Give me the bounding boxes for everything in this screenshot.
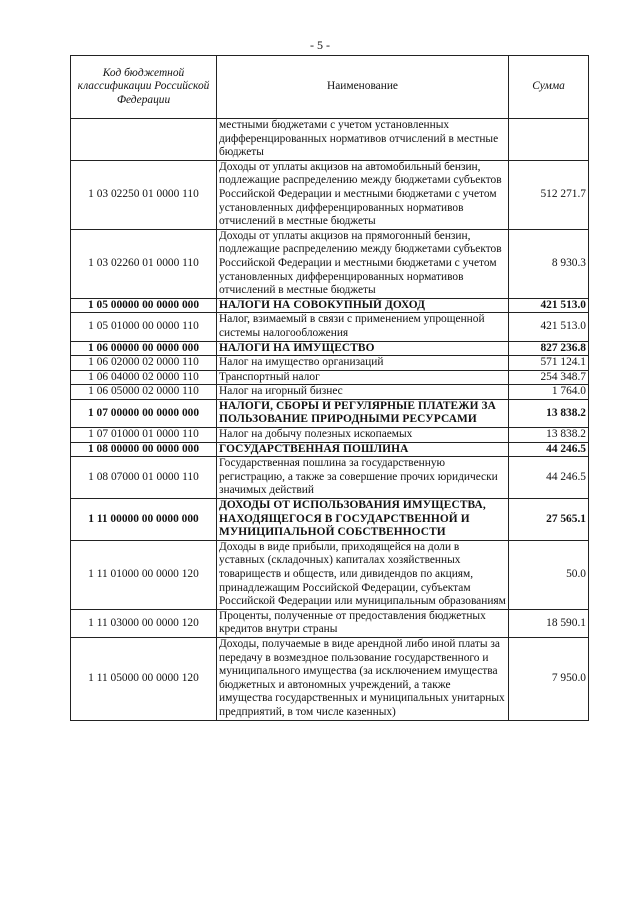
code-cell: 1 07 01000 01 0000 110	[71, 428, 217, 443]
name-cell: Транспортный налог	[217, 370, 509, 385]
page-number: - 5 -	[310, 38, 330, 52]
sum-cell: 7 950.0	[509, 637, 589, 720]
table-row	[71, 370, 589, 385]
table-row	[71, 399, 589, 427]
name-cell: НАЛОГИ, СБОРЫ И РЕГУЛЯРНЫЕ ПЛАТЕЖИ ЗА ПОЛЬЗОВАНИЕ ПРИРОДНЫМИ РЕСУРСАМИ	[217, 399, 509, 427]
table-row	[71, 457, 589, 499]
name-cell: Налог, взимаемый в связи с применением упрощенной системы налогообложения	[217, 313, 509, 341]
table-row	[71, 385, 589, 400]
table-row	[71, 428, 589, 443]
name-cell: Доходы в виде прибыли, приходящейся на доли в уставных (складочных) капиталах хозяйственных товариществ и обществ, или дивидендов по акциям, принадлежащим Российской Федерации, субъектам Российской Федерации или муниципальным образованиям	[217, 540, 509, 609]
sum-cell: 13 838.2	[509, 399, 589, 427]
code-cell: 1 08 07000 01 0000 110	[71, 457, 217, 499]
name-cell: местными бюджетами с учетом установленных дифференцированных нормативов отчислений в местные бюджеты	[217, 119, 509, 161]
header-sum: Сумма	[509, 56, 589, 119]
name-cell: ДОХОДЫ ОТ ИСПОЛЬЗОВАНИЯ ИМУЩЕСТВА, НАХОДЯЩЕГОСЯ В ГОСУДАРСТВЕННОЙ И МУНИЦИПАЛЬНОЙ СОБСТВЕННОСТИ	[217, 499, 509, 541]
table-row	[71, 298, 589, 313]
sum-cell: 512 271.7	[509, 160, 589, 229]
sum-cell: 571 124.1	[509, 356, 589, 371]
table-row	[71, 313, 589, 341]
code-cell: 1 11 05000 00 0000 120	[71, 637, 217, 720]
name-cell: Государственная пошлина за государственную регистрацию, а также за совершение прочих юридически значимых действий	[217, 457, 509, 499]
sum-cell: 44 246.5	[509, 457, 589, 499]
code-cell: 1 06 05000 02 0000 110	[71, 385, 217, 400]
sum-cell: 827 236.8	[509, 341, 589, 356]
name-cell: Налог на добычу полезных ископаемых	[217, 428, 509, 443]
sum-cell: 421 513.0	[509, 298, 589, 313]
sum-cell: 50.0	[509, 540, 589, 609]
sum-cell: 44 246.5	[509, 442, 589, 457]
table-row	[71, 119, 589, 161]
code-cell: 1 05 00000 00 0000 000	[71, 298, 217, 313]
table-row	[71, 356, 589, 371]
table-header-row	[71, 56, 589, 119]
code-cell: 1 08 00000 00 0000 000	[71, 442, 217, 457]
header-code: Код бюджетной классификации Российской Федерации	[71, 56, 217, 119]
code-cell: 1 03 02260 01 0000 110	[71, 229, 217, 298]
code-cell: 1 05 01000 00 0000 110	[71, 313, 217, 341]
code-cell	[71, 119, 217, 161]
code-cell: 1 06 02000 02 0000 110	[71, 356, 217, 371]
code-cell: 1 11 03000 00 0000 120	[71, 609, 217, 637]
name-cell: Доходы от уплаты акцизов на автомобильный бензин, подлежащие распределению между бюджетами субъектов Российской Федерации и местными бюджетами с учетом установленных дифференцированных нормативов отчислений в местные бюджеты	[217, 160, 509, 229]
table-row	[71, 160, 589, 229]
name-cell: Доходы от уплаты акцизов на прямогонный бензин, подлежащие распределению между бюджетами субъектов Российской Федерации и местными бюджетами с учетом установленных дифференцированных нормативов отчислений в местные бюджеты	[217, 229, 509, 298]
table-row	[71, 609, 589, 637]
code-cell: 1 06 00000 00 0000 000	[71, 341, 217, 356]
name-cell: Налог на игорный бизнес	[217, 385, 509, 400]
name-cell: Доходы, получаемые в виде арендной либо иной платы за передачу в возмездное пользование государственного и муниципального имущества (за исключением имущества бюджетных и автономных учреждений, а также имущества государственных и муниципальных унитарных предприятий, в том числе казенных)	[217, 637, 509, 720]
code-cell: 1 07 00000 00 0000 000	[71, 399, 217, 427]
code-cell: 1 03 02250 01 0000 110	[71, 160, 217, 229]
budget-revenue-table	[70, 55, 589, 721]
table-row	[71, 442, 589, 457]
code-cell: 1 11 01000 00 0000 120	[71, 540, 217, 609]
code-cell: 1 11 00000 00 0000 000	[71, 499, 217, 541]
name-cell: Проценты, полученные от предоставления бюджетных кредитов внутри страны	[217, 609, 509, 637]
table-row	[71, 637, 589, 720]
sum-cell	[509, 119, 589, 161]
table-row	[71, 499, 589, 541]
name-cell: НАЛОГИ НА ИМУЩЕСТВО	[217, 341, 509, 356]
name-cell: НАЛОГИ НА СОВОКУПНЫЙ ДОХОД	[217, 298, 509, 313]
table-row	[71, 229, 589, 298]
sum-cell: 18 590.1	[509, 609, 589, 637]
sum-cell: 421 513.0	[509, 313, 589, 341]
name-cell: ГОСУДАРСТВЕННАЯ ПОШЛИНА	[217, 442, 509, 457]
sum-cell: 27 565.1	[509, 499, 589, 541]
sum-cell: 254 348.7	[509, 370, 589, 385]
table-row	[71, 540, 589, 609]
sum-cell: 8 930.3	[509, 229, 589, 298]
code-cell: 1 06 04000 02 0000 110	[71, 370, 217, 385]
sum-cell: 13 838.2	[509, 428, 589, 443]
header-name: Наименование	[217, 56, 509, 119]
table-row	[71, 341, 589, 356]
name-cell: Налог на имущество организаций	[217, 356, 509, 371]
sum-cell: 1 764.0	[509, 385, 589, 400]
